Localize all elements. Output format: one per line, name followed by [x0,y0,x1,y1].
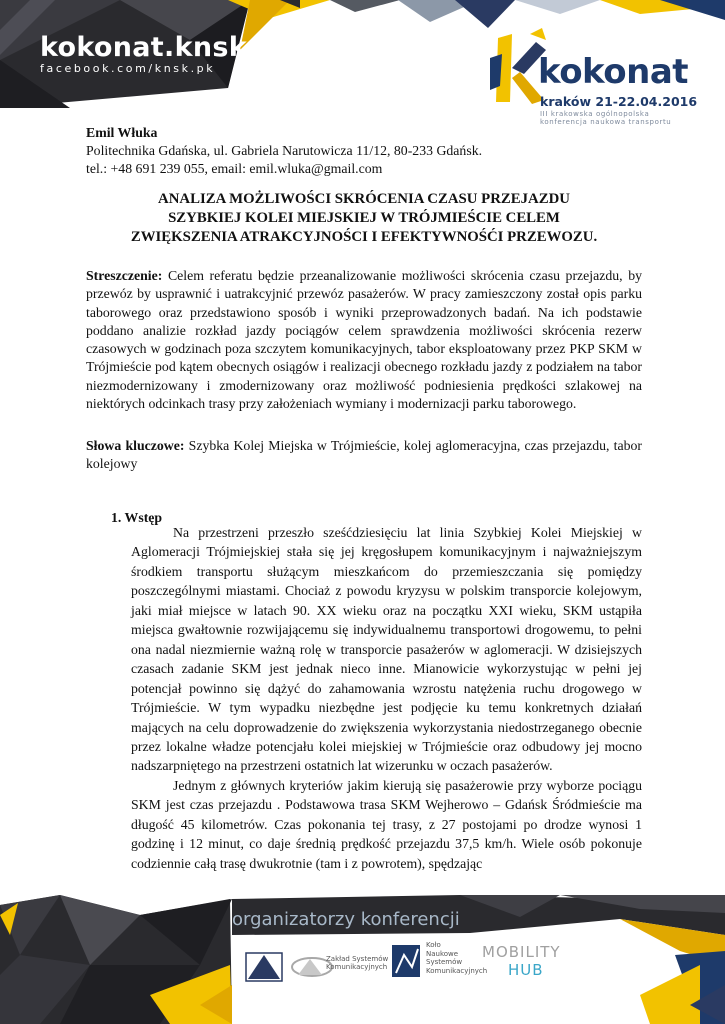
author-contact: tel.: +48 691 239 055, email: emil.wluka@gmail.com [86,161,383,176]
paragraph-2: Jednym z głównych kryteriów jakim kierują się pasażerowie przy wyborze pociągu SKM jest czas przejazdu . Podstawowa trasa SKM Wejherowo – Gdańsk Śródmieście ma długość 45 kilometrów. Czas pokonania tej trasy, z 27 postojami po drodze wynosi 1 godzinę i 12 minut, co daje średnią prędkość przejazdu 37,5 km/h. Wiele osób pokonuje codziennie całą trasę dwukrotnie (tam i z powrotem), spędzając [131,777,642,871]
section-body [131,523,642,873]
keywords [86,437,642,474]
header-banner [0,0,725,126]
mobility-hub-logo-hub: HUB [508,961,544,979]
author-name: Emil Włuka [86,125,158,140]
logo-date: kraków 21-22.04.2016 [540,94,698,109]
paragraph-1: Na przestrzeni przeszło sześćdziesięciu lat linia Szybkiej Kolei Miejskiej w Aglomeracji Trójmiejskiej stała się jej kręgosłupem komunikacyjnym i najważniejszym środkiem transportu służącym mieszkańcom do przemieszczania się pomiędzy poszczególnymi miastami. Chociaż z powodu kryzysu w polskim transporcie kolejowym, jaki miał miejsce w latach 90. XX wieku oraz na początku XXI wieku, SKM ustąpiła miejsca gwałtownie rozwijającemu się indywidualnemu transportowi drogowemu, to pełni ona nadal niezmiernie ważną rolę w transporcie pasażerów w aglomeracji. W dzisiejszych czasach zadanie SKM jest jednak nieco inne. Mianowicie wykorzystując w pełni jej potencjał powinno się dążyć do zahamowania wzrostu natężenia ruchu drogowego w Trójmieście. W tym wypadku niezbędne jest podjęcie ku temu konkretnych działań mających na celu doprowadzenie do zwiększenia wykorzystania niedostrzeganego obecnie przez lokalne władze potencjału kolei miejskiej w Trójmieście oraz odbudowy jej mocno nadszarpniętego na przestrzeni ostatnich lat wizerunku w oczach pasażerów. [131,525,642,774]
knsk-logo: Koło Naukowe Systemów Komunikacyjnych [426,941,488,975]
abstract [86,267,642,413]
abstract-label: Streszczenie: [86,268,163,283]
organizers-label: organizatorzy konferencji [232,909,460,930]
keywords-text: Szybka Kolej Miejska w Trójmieście, kolej aglomeracyjna, czas przejazdu, tabor kolejowy [86,438,642,472]
kokonat-logo [490,28,705,126]
author-affiliation: Politechnika Gdańska, ul. Gabriela Narutowicza 11/12, 80-233 Gdańsk. [86,143,483,158]
site-url: kokonat.knsk.org [40,32,310,63]
logo-name: kokonat [538,52,689,92]
author-block [86,124,482,178]
pk-logo: PK [255,969,269,979]
abstract-text: Celem referatu będzie przeanalizowanie możliwości skrócenia czasu przejazdu, by przewóz by usprawnić i uatrakcyjnić przewóz pasażerów. W pracy zamieszczony został opis parku taborowego oraz przedstawiono sposób i wyniki przeprowadzonych badań. Na ich podstawie poddano analizie rozkład jazdy pociągów celem sprawdzenia możliwości skrócenia rezerw czasowych w godzinach poza szczytem komunikacyjnych, tabor eksploatowany przez PKP SKM w Trójmieście pod kątem obecnych osiągów i realizacji obecnego rozkładu jazdy z podziałem na tabor niezmodernizowany i zmodernizowany oraz możliwość podniesienia prędkości szlakowej na niektórych odcinkach trasy przy założeniach wymiany i modernizacji parku taborowego. [86,268,642,412]
keywords-label: Słowa kluczowe: [86,438,185,453]
zsk-logo: Zakład Systemów Komunikacyjnych [326,955,389,971]
paper-title: ANALIZA MOŻLIWOŚCI SKRÓCENIA CZASU PRZEJAZDU SZYBKIEJ KOLEI MIEJSKIEJ W TRÓJMIEŚCIE CELEM ZWIĘKSZENIA ATRAKCYJNOŚCI I EFEKTYWNOŚĆI PRZEWOZU. [130,191,598,245]
facebook-url: facebook.com/knsk.pk [40,62,216,75]
logo-subtitle: III krakowska ogólnopolska konferencja naukowa transportu [540,110,672,126]
footer-banner [0,895,725,1024]
mobility-hub-logo: MOBILITY [482,943,561,961]
section-heading: 1. Wstęp [111,510,163,525]
